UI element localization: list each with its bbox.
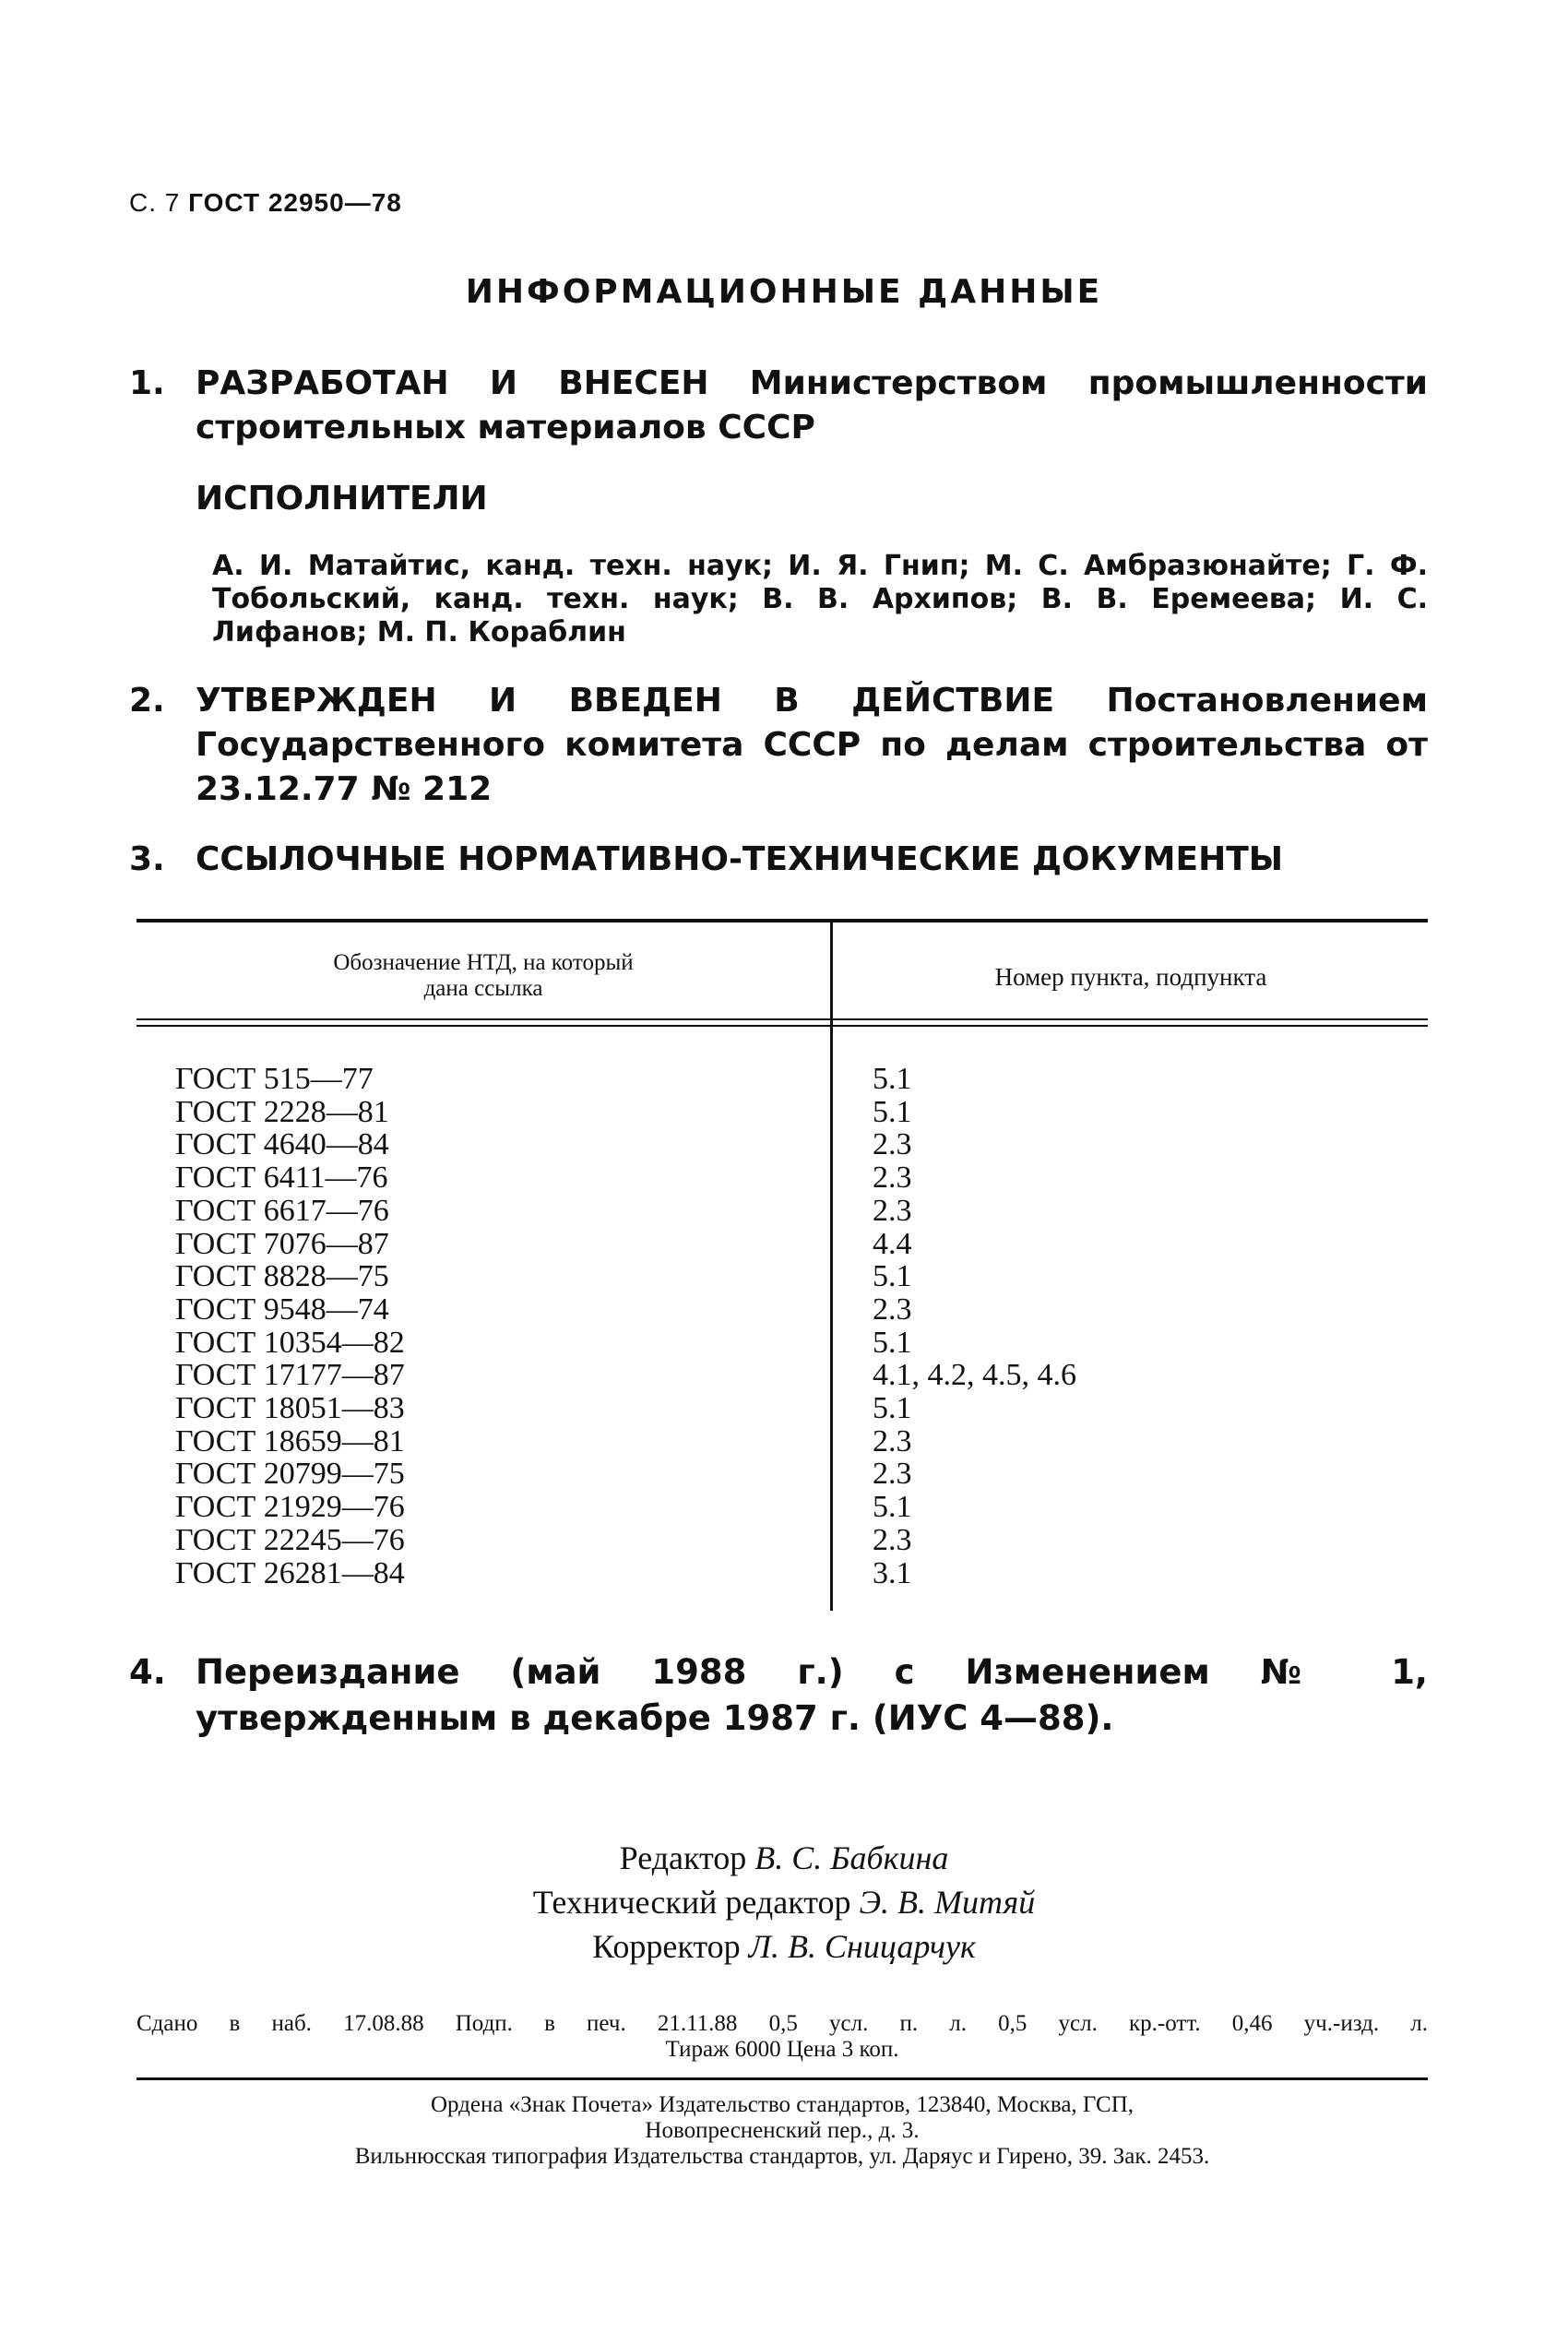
- editor-name: Л. В. Сницарчук: [748, 1928, 976, 1965]
- table-cell-document: ГОСТ 2228—81: [175, 1094, 389, 1129]
- table-cell-item: 2.3: [873, 1193, 912, 1228]
- page-number: С. 7: [129, 188, 181, 217]
- table-cell-item: 2.3: [873, 1522, 912, 1557]
- table-cell-document: ГОСТ 18051—83: [175, 1391, 405, 1426]
- editor-role: Редактор: [619, 1839, 747, 1876]
- table-header-item: Номер пункта, подпункта: [994, 963, 1267, 991]
- table-cell-document: ГОСТ 515—77: [175, 1062, 374, 1096]
- editors-block: [0, 1836, 1568, 1969]
- table-cell-document: ГОСТ 17177—87: [175, 1358, 405, 1393]
- table-cell-item: 2.3: [873, 1161, 912, 1196]
- table-header-document-line2: дана ссылка: [423, 976, 543, 1001]
- item-text: РАЗРАБОТАН И ВНЕСЕН Министерством промышленности строительных материалов СССР: [196, 364, 1428, 446]
- document-title: ИНФОРМАЦИОННЫЕ ДАННЫЕ: [465, 273, 1103, 311]
- editor-name: Э. В. Митяй: [859, 1884, 1036, 1921]
- editor-role: Корректор: [592, 1928, 741, 1965]
- print-info: [137, 2011, 1428, 2063]
- table-cell-item: 2.3: [873, 1127, 912, 1162]
- editor-line: [0, 1836, 1568, 1880]
- print-info-line1: Сдано в наб. 17.08.88 Подп. в печ. 21.11.88 0,5 усл. п. л. 0,5 усл. кр.-отт. 0,46 уч.-изд. л.: [137, 2011, 1428, 2036]
- table-cell-document: ГОСТ 4640—84: [175, 1127, 389, 1162]
- publisher-line3: Вильнюсская типография Издательства стандартов, ул. Даряус и Гирено, 39. Зак. 2453.: [354, 2144, 1210, 2169]
- table-column-items: [873, 1063, 1076, 1589]
- item-number: 3.: [129, 840, 165, 878]
- editor-name: В. С. Бабкина: [754, 1839, 949, 1876]
- performers-title: ИСПОЛНИТЕЛИ: [196, 480, 488, 518]
- performers-list: А. И. Матайтис, канд. техн. наук; И. Я. Гнип; М. С. Амбразюнайте; Г. Ф. Тобольский, канд. техн. наук; В. В. Архипов; В. В. Еремеева; И. С. Лифанов; М. П. Кораблин: [212, 550, 1428, 649]
- table-cell-document: ГОСТ 6411—76: [175, 1161, 388, 1196]
- table-cell-document: ГОСТ 9548—74: [175, 1291, 389, 1327]
- table-cell-item: 2.3: [873, 1457, 912, 1492]
- table-cell-document: ГОСТ 22245—76: [175, 1522, 405, 1557]
- publisher-info: [137, 2092, 1428, 2170]
- table-top-rule: [137, 919, 1428, 922]
- table-cell-item: 5.1: [873, 1490, 912, 1525]
- table-cell-document: ГОСТ 7076—87: [175, 1226, 389, 1261]
- item-text: Переиздание (май 1988 г.) с Изменением № 1, утвержденным в декабре 1987 г. (ИУС 4—88).: [196, 1652, 1428, 1738]
- editor-line: [0, 1880, 1568, 1924]
- table-cell-item: 5.1: [873, 1259, 912, 1294]
- table-header-rule: [137, 1018, 1428, 1020]
- info-item-2: [129, 679, 1428, 812]
- table-cell-item: 5.1: [873, 1062, 912, 1096]
- table-cell-item: 5.1: [873, 1325, 912, 1360]
- table-cell-document: ГОСТ 20799—75: [175, 1457, 405, 1492]
- item-number: 2.: [129, 682, 165, 720]
- info-item-3: [129, 838, 1428, 882]
- print-info-line2: Тираж 6000 Цена 3 коп.: [665, 2037, 899, 2062]
- table-cell-item: 4.4: [873, 1226, 912, 1261]
- editor-role: Технический редактор: [532, 1884, 851, 1921]
- table-cell-item: 2.3: [873, 1291, 912, 1327]
- table-cell-document: ГОСТ 6617—76: [175, 1193, 389, 1228]
- publisher-line1: Ордена «Знак Почета» Издательство стандартов, 123840, Москва, ГСП,: [430, 2092, 1134, 2117]
- standard-number: ГОСТ 22950—78: [188, 188, 402, 217]
- item-number: 4.: [129, 1652, 166, 1692]
- table-cell-document: ГОСТ 8828—75: [175, 1259, 389, 1294]
- table-cell-document: ГОСТ 10354—82: [175, 1325, 405, 1360]
- table-column-documents: [175, 1063, 405, 1589]
- editor-line: [0, 1924, 1568, 1969]
- info-item-4: [129, 1649, 1428, 1742]
- item-number: 1.: [129, 364, 165, 402]
- page-header: [129, 188, 402, 218]
- item-text: УТВЕРЖДЕН И ВВЕДЕН В ДЕЙСТВИЕ Постановлением Государственного комитета СССР по делам строительства от 23.12.77 № 212: [196, 682, 1428, 808]
- table-header-rule: [137, 1025, 1428, 1027]
- table-cell-document: ГОСТ 18659—81: [175, 1423, 405, 1458]
- table-cell-document: ГОСТ 26281—84: [175, 1555, 405, 1590]
- table-cell-item: 5.1: [873, 1094, 912, 1129]
- table-cell-item: 4.1, 4.2, 4.5, 4.6: [873, 1358, 1076, 1393]
- footer-rule: [137, 2077, 1428, 2080]
- table-cell-item: 2.3: [873, 1423, 912, 1458]
- table-header-document-line1: Обозначение НТД, на который: [333, 950, 634, 975]
- item-text: ССЫЛОЧНЫЕ НОРМАТИВНО-ТЕХНИЧЕСКИЕ ДОКУМЕНТЫ: [196, 840, 1284, 878]
- publisher-line2: Новопресненский пер., д. 3.: [645, 2118, 920, 2143]
- table-header-document: [137, 950, 830, 1002]
- table-cell-item: 3.1: [873, 1555, 912, 1590]
- table-cell-document: ГОСТ 21929—76: [175, 1490, 405, 1525]
- table-cell-item: 5.1: [873, 1391, 912, 1426]
- info-item-1: [129, 362, 1428, 450]
